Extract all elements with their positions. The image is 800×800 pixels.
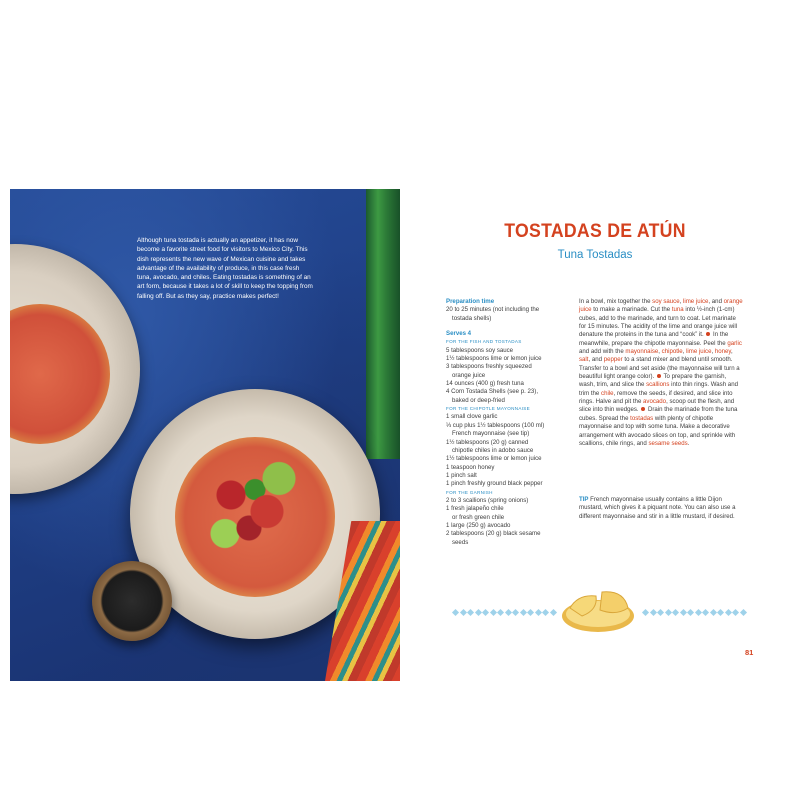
ingredient-item: 4 Corn Tostada Shells (see p. 23),: [446, 388, 539, 396]
step-bullet-icon: [657, 374, 661, 378]
ingredient-item: baked or deep-fried: [452, 396, 505, 404]
ingredient-item: seeds: [452, 538, 469, 546]
ingredient-groups: [446, 338, 572, 547]
recipe-photo: [10, 189, 400, 681]
ingredient-highlight: chipotle: [661, 348, 683, 356]
ingredient-item: 1½ tablespoons lime or lemon juice: [446, 455, 542, 463]
ingredient-item: orange juice: [452, 371, 486, 379]
green-wood-edge: [366, 189, 400, 459]
ingredient-highlight: garlic: [727, 339, 742, 347]
step-bullet-icon: [641, 407, 645, 411]
ingredient-item: 2 tablespoons (20 g) black sesame: [446, 530, 541, 538]
tip-box: [579, 496, 743, 521]
ingredient-item: 1 pinch salt: [446, 471, 477, 479]
ingredients-column: [446, 298, 572, 547]
prep-time-heading: Preparation time: [446, 298, 495, 305]
prep-time-line: 20 to 25 minutes (not including the: [446, 306, 540, 314]
ingredient-highlight: mayonnaise: [625, 348, 659, 356]
tortilla-illustration-icon: [558, 586, 638, 634]
tuna-avocado-topping: [195, 451, 315, 561]
ingredient-item: 1 fresh jalapeño chile: [446, 505, 504, 513]
step-bullet-icon: [706, 332, 710, 336]
ingredient-item: 1½ tablespoons (20 g) canned: [446, 438, 529, 446]
ingredient-item: ⅓ cup plus 1½ tablespoons (100 ml): [446, 421, 545, 429]
ingredient-group-heading: FOR THE FISH AND TOSTADAS: [446, 339, 522, 345]
ingredient-item: or fresh green chile: [452, 513, 505, 521]
ingredient-item: 14 ounces (400 g) fresh tuna: [446, 380, 524, 388]
prep-time-line: tostada shells): [452, 314, 492, 322]
diamond-divider-left: [453, 610, 556, 616]
ingredient-item: 1 pinch freshly ground black pepper: [446, 480, 543, 488]
sesame-seed-bowl: [92, 561, 172, 641]
ingredient-item: 1 teaspoon honey: [446, 463, 495, 471]
tip-label: TIP: [579, 496, 589, 503]
ingredient-highlight: lime juice: [686, 348, 712, 356]
ingredient-item: 1½ tablespoons lime or lemon juice: [446, 355, 542, 363]
ingredient-highlight: tuna: [671, 306, 684, 314]
ingredient-item: 2 to 3 scallions (spring onions): [446, 496, 529, 504]
page-number: 81: [745, 648, 754, 657]
recipe-subtitle: Tuna Tostadas: [557, 249, 633, 261]
ingredient-highlight: salt: [579, 356, 589, 364]
ingredient-highlight: pepper: [603, 356, 623, 364]
ingredient-item: 3 tablespoons freshly squeezed: [446, 363, 532, 371]
ingredient-group-heading: FOR THE GARNISH: [446, 489, 493, 495]
diamond-divider-right: [643, 610, 746, 616]
ingredient-highlight: avocado: [643, 398, 667, 406]
ingredient-group-heading: FOR THE CHIPOTLE MAYONNAISE: [446, 406, 530, 412]
ingredient-highlight: tostadas: [630, 414, 654, 422]
tip-text: French mayonnaise usually contains a little Dijon mustard, which gives it a piquant note. You can also use a different mayonnaise and stir in a little mustard, if desired.: [579, 496, 736, 520]
ingredient-highlight: orange juice: [579, 298, 743, 314]
intro-text: Although tuna tostada is actually an appetizer, it has now become a favorite street food for visitors to Mexico City. This dish represents the new wave of Mexican cuisine and takes advantage of the availability of produce, in this case fresh tuna, avocado, and chiles. Eating tostadas is something of an art form, because it takes a lot of skill to keep the topping from falling off. But as they say, practice makes perfect!: [137, 237, 313, 300]
ingredient-highlight: sesame seeds: [648, 439, 688, 447]
ingredient-highlight: chile: [601, 389, 614, 397]
ingredient-highlight: lime juice: [683, 298, 709, 305]
ingredient-highlight: scallions: [646, 381, 670, 389]
ingredient-highlight: honey: [714, 348, 732, 356]
ingredient-item: 1 large (250 g) avocado: [446, 521, 511, 529]
method-text: In a bowl, mix together the soy sauce, lime juice, and orange juice to make a marinade. Cut the tuna into ½-inch (1-cm) cubes, add to the marinade, and turn to coat. Let marinate for 15 minutes. The acidity of the lime and orange juice will denature the proteins in the tuna and “cook” it. In the meanwhile, prepare the chipotle mayonnaise. Peel the garlic and add with the mayonnaise, chipotle, lime juice, honey, salt, and pepper to a stand mixer and blend until smooth. Transfer to a bowl and set aside (the mayonnaise will turn a beautiful light orange color). To prepare the garnish, wash, trim, and slice the scallions into thin rings. Wash and trim the chile, remove the seeds, if desired, and slice into rings. Halve and pit the avocado, scoop out the flesh, and slice into thin wedges. Drain the marinade from the tuna cubes. Spread the tostadas with plenty of chipotle mayonnaise and top with some tuna. Make a decorative arrangement with avocado slices on top, and sprinkle with scallions, chile rings, and sesame seeds.: [579, 298, 743, 447]
ingredient-item: 5 tablespoons soy sauce: [446, 346, 514, 354]
ingredient-highlight: soy sauce: [652, 298, 680, 305]
ingredient-item: chipotle chiles in adobo sauce: [452, 446, 534, 454]
serves-heading: Serves 4: [446, 330, 472, 338]
ingredient-item: 1 small clove garlic: [446, 413, 498, 421]
recipe-title: TOSTADAS DE ATÚN: [504, 221, 686, 242]
ingredient-item: French mayonnaise (see tip): [452, 430, 530, 438]
